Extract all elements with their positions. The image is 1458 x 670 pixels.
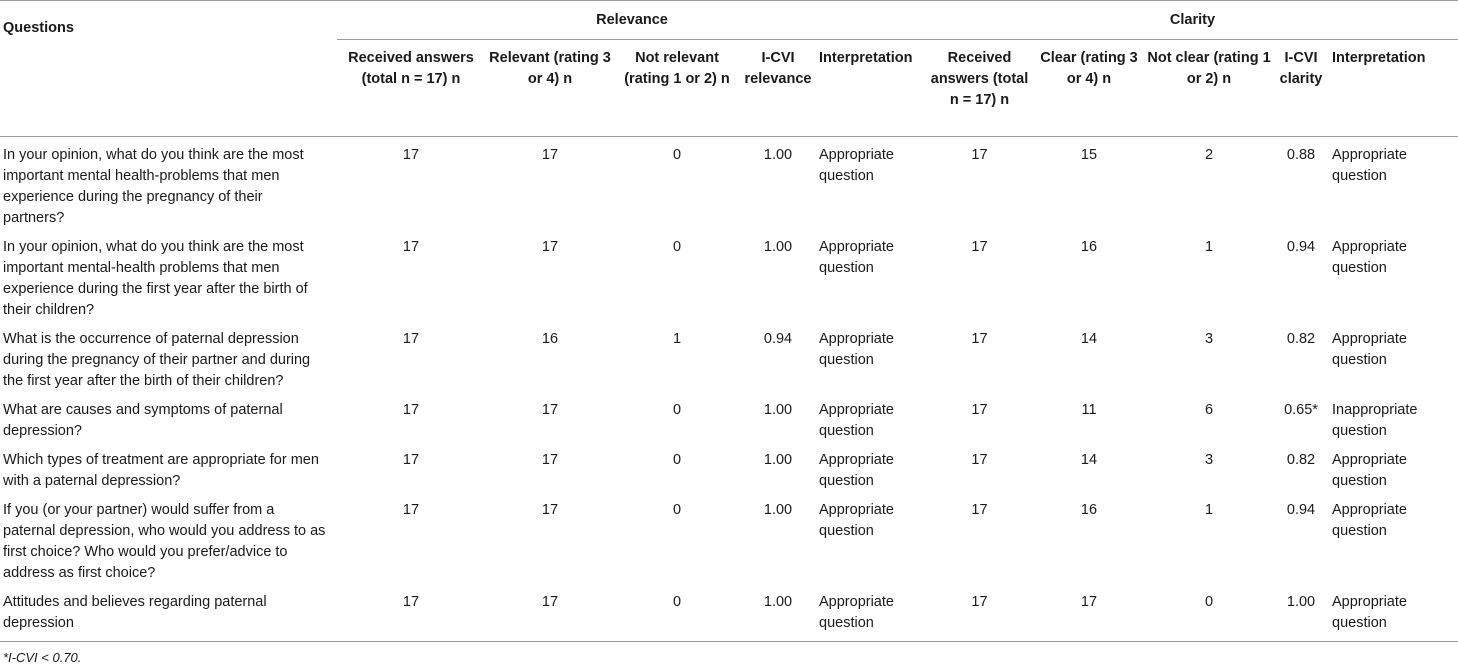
cell-rel-interpretation: Appropriate question [817, 584, 927, 642]
cell-question: What are causes and symptoms of paternal depression? [3, 402, 283, 439]
cell-rel-not-relevant: 0 [672, 502, 682, 518]
group-clarity: Clarity [927, 1, 1458, 40]
cell-cla-clear: 14 [1080, 452, 1098, 468]
cell-cla-received: 17 [927, 584, 1032, 642]
table-row [0, 442, 1458, 492]
cell-cla-icvi: 1.00 [1272, 584, 1330, 642]
cell-rel-icvi: 1.00 [763, 239, 793, 255]
header-cla-received: Received answers (total n = 17) n [930, 50, 1029, 108]
header-cla-not-clear: Not clear (rating 1 or 2) n [1147, 50, 1271, 87]
cell-cla-not-clear: 1 [1204, 239, 1214, 255]
cell-rel-interpretation: Appropriate question [819, 402, 894, 439]
header-rel-relevant: Relevant (rating 3 or 4) n [489, 50, 611, 87]
cell-cla-clear: 16 [1080, 239, 1098, 255]
cell-question: Attitudes and believes regarding paternal depression [0, 584, 337, 642]
cell-question: In your opinion, what do you think are the most important mental health-problems that men experience during the pregnancy of their partners? [3, 147, 304, 226]
cell-rel-interpretation: Appropriate question [819, 502, 894, 539]
header-rel-interpretation: Interpretation [819, 50, 913, 66]
cell-rel-icvi: 1.00 [763, 147, 793, 163]
cell-cla-received: 17 [971, 331, 988, 347]
cell-rel-interpretation: Appropriate question [819, 331, 894, 368]
cell-question: Which types of treatment are appropriate for men with a paternal depression? [3, 452, 319, 489]
cell-cla-clear: 15 [1080, 147, 1098, 163]
cell-rel-relevant: 17 [541, 147, 559, 163]
cell-rel-received: 17 [337, 584, 485, 642]
cell-rel-icvi: 1.00 [763, 502, 793, 518]
column-header-row [0, 40, 1458, 137]
cell-rel-interpretation: Appropriate question [819, 452, 894, 489]
cell-cla-received: 17 [971, 452, 988, 468]
header-rel-not-relevant: Not relevant (rating 1 or 2) n [624, 50, 730, 87]
cell-cla-interpretation: Appropriate question [1332, 452, 1407, 489]
cell-cla-not-clear: 6 [1204, 402, 1214, 418]
cell-cla-icvi: 0.82 [1286, 331, 1316, 347]
group-header-row [0, 1, 1458, 40]
cell-cla-not-clear: 1 [1204, 502, 1214, 518]
cell-question: What is the occurrence of paternal depression during the pregnancy of their partner and during the first year after the birth of their children? [3, 331, 311, 389]
cell-cla-interpretation: Appropriate question [1332, 147, 1407, 184]
cell-rel-received: 17 [402, 331, 420, 347]
cell-cla-interpretation: Inappropriate question [1332, 402, 1418, 439]
cell-cla-icvi: 0.82 [1286, 452, 1316, 468]
cell-cla-not-clear: 3 [1204, 452, 1214, 468]
header-rel-icvi: I-CVI relevance [744, 50, 812, 87]
cell-cla-clear: 16 [1080, 502, 1098, 518]
cell-rel-relevant: 17 [541, 452, 559, 468]
cell-rel-relevant: 17 [541, 402, 559, 418]
cell-rel-received: 17 [402, 452, 420, 468]
cell-cla-received: 17 [971, 502, 988, 518]
group-relevance: Relevance [337, 1, 927, 40]
header-rel-received: Received answers (total n = 17) n [348, 50, 474, 87]
header-cla-interpretation: Interpretation [1332, 50, 1426, 66]
cell-cla-icvi: 0.94 [1286, 239, 1316, 255]
cell-rel-not-relevant: 1 [672, 331, 682, 347]
cell-question: If you (or your partner) would suffer from a paternal depression, who would you address to as first choice? Who would you prefer/advice to address as first choice? [3, 502, 326, 581]
table-row [0, 392, 1458, 442]
cell-rel-interpretation: Appropriate question [819, 147, 894, 184]
cell-cla-received: 17 [971, 239, 988, 255]
table-row [0, 229, 1458, 321]
cell-rel-not-relevant: 0 [672, 239, 682, 255]
cell-rel-relevant: 17 [485, 584, 615, 642]
cell-cla-clear: 11 [1081, 402, 1097, 418]
cell-cla-clear: 14 [1080, 331, 1098, 347]
cell-rel-relevant: 17 [541, 502, 559, 518]
header-questions: Questions [3, 19, 74, 36]
cell-rel-icvi: 1.00 [763, 452, 793, 468]
cell-cla-not-clear: 2 [1204, 147, 1214, 163]
cell-rel-relevant: 17 [541, 239, 559, 255]
cell-rel-relevant: 16 [541, 331, 559, 347]
table-row [0, 137, 1458, 230]
table-footnote: *I-CVI < 0.70. [3, 650, 82, 665]
cell-cla-not-clear: 0 [1146, 584, 1272, 642]
cell-rel-received: 17 [402, 402, 420, 418]
cell-cla-received: 17 [971, 402, 988, 418]
table-row [0, 584, 1458, 642]
cell-question: In your opinion, what do you think are the most important mental-health problems that men experience during the first year after the birth of their children? [3, 239, 308, 318]
cell-rel-not-relevant: 0 [672, 452, 682, 468]
cell-cla-icvi: 0.65* [1284, 402, 1318, 418]
cell-rel-interpretation: Appropriate question [819, 239, 894, 276]
cell-rel-icvi: 1.00 [739, 584, 817, 642]
cell-cla-interpretation: Appropriate question [1330, 584, 1458, 642]
cell-rel-not-relevant: 0 [672, 402, 682, 418]
cell-rel-icvi: 0.94 [763, 331, 793, 347]
cell-cla-icvi: 0.88 [1286, 147, 1316, 163]
cell-cla-received: 17 [971, 147, 988, 163]
cell-rel-icvi: 1.00 [763, 402, 793, 418]
table-row [0, 321, 1458, 392]
cell-rel-received: 17 [402, 502, 420, 518]
cell-cla-interpretation: Appropriate question [1332, 239, 1407, 276]
table-row [0, 492, 1458, 584]
header-cla-icvi: I-CVI clarity [1279, 50, 1323, 87]
cell-cla-interpretation: Appropriate question [1332, 502, 1407, 539]
cell-rel-received: 17 [402, 147, 420, 163]
cell-rel-not-relevant: 0 [615, 584, 739, 642]
header-cla-clear: Clear (rating 3 or 4) n [1040, 50, 1138, 87]
cell-cla-clear: 17 [1032, 584, 1146, 642]
cell-cla-not-clear: 3 [1204, 331, 1214, 347]
cell-rel-received: 17 [402, 239, 420, 255]
cell-rel-not-relevant: 0 [672, 147, 682, 163]
cell-cla-icvi: 0.94 [1286, 502, 1316, 518]
cell-cla-interpretation: Appropriate question [1332, 331, 1407, 368]
